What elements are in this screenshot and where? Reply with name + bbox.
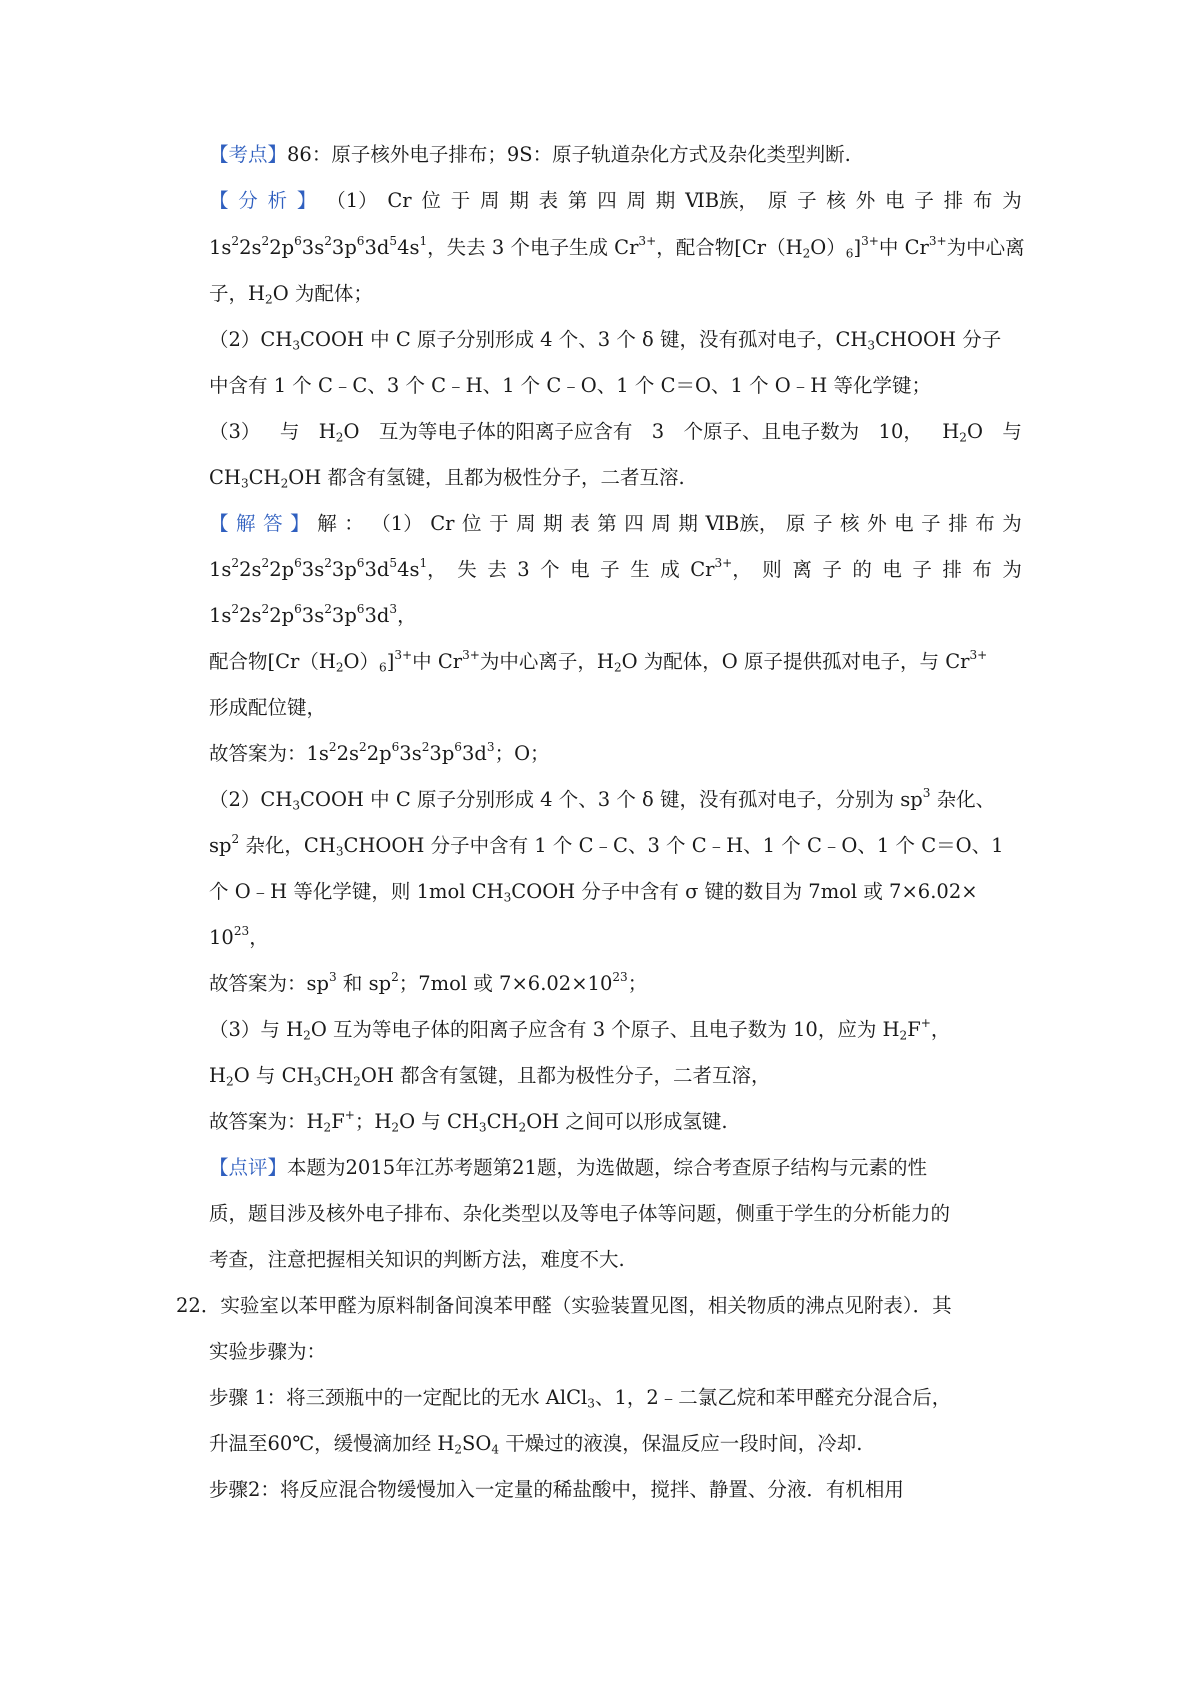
fenxi-line-5: 中含有 1 个 C﹣C、3 个 C﹣H、1 个 C﹣O、1 个 C＝O、1 个 O﹣H 等化学键； [209, 374, 931, 397]
question-22-line-2: 实验步骤为： [209, 1340, 327, 1363]
dianping-line-1: 【点评】本题为2015年江苏考题第21题，为选做题，综合考查原子结构与元素的性 [209, 1156, 927, 1179]
question-22-line-1: 22．实验室以苯甲醛为原料制备间溴苯甲醛（实验装置见图，相关物质的沸点见附表）．其 [176, 1294, 952, 1317]
jieda-line-10: （3）与 $H_2O$ 互为等电子体的阳离子应含有 3 个原子、且电子数为 10，应为 $H_2F^+$， [209, 1015, 951, 1043]
dianping-line-2: 质，题目涉及核外电子排布、杂化类型以及等电子体等问题，侧重于学生的分析能力的 [209, 1202, 951, 1225]
jieda-tag: 【 [209, 512, 229, 535]
fenxi-line-7: $CH_3CH_2OH$ 都含有氢键，且都为极性分子，二者互溶. [209, 466, 685, 491]
kaodian-line [209, 140, 851, 170]
answer-1: 故答案为：$1s^22s^22p^63s^23p^63d^3$；O； [209, 739, 550, 765]
kaodian-text: 86：原子核外电子排布；9S：原子轨道杂化方式及杂化类型判断. [287, 143, 851, 166]
step-2-line-1: 步骤2：将反应混合物缓慢加入一定量的稀盐酸中，搅拌、静置、分液．有机相用 [209, 1478, 904, 1501]
fenxi-line-4: $(2)CH_3COOH$ 中 C 原子分别形成 4 个、3 个 δ 键，没有孤对电子，$CH_3CHOOH$ 分子 [209, 328, 1002, 353]
jieda-line-5: 形成配位键， [209, 696, 327, 719]
jieda-line-6: $(2)CH_3COOH$ 中 C 原子分别形成 4 个、3 个 δ 键，没有孤对电子，分别为 $sp^3$ 杂化、 [209, 785, 996, 813]
kaodian-tag: 【考点】 [209, 143, 288, 166]
fenxi-line-3: 子，$H_2O$ 为配体； [209, 282, 373, 307]
jieda-line-7: $sp^2$ 杂化，$CH_3CHOOH$ 分子中含有 1 个 C﹣C、3 个 C﹣H、1 个 C﹣O、1 个 C＝O、1 [209, 831, 1004, 859]
dianping-tag: 【点评】 [209, 1156, 288, 1179]
jieda-line-3: $1s^22s^22p^63s^23p^63d^3$， [209, 601, 417, 627]
jieda-line-8: 个 O﹣H 等化学键，则 1mol $CH_3COOH$ 分子中含有 σ 键的数目为 7mol 或 7×6.02× [209, 880, 978, 905]
step-1-line-1: 步骤 1：将三颈瓶中的一定配比的无水 AlCl$_3$、1，2﹣二氯乙烷和苯甲醛充分混合后， [209, 1386, 952, 1411]
fenxi-tag: 【 [209, 189, 229, 212]
answer-3: 故答案为：$H_2F^+$；$H_2O$ 与 $CH_3CH_2OH$ 之间可以形成氢键. [209, 1107, 728, 1135]
fenxi-line-2: $1s^22s^22p^63s^23p^63d^54s^1$，失去 3 个电子生成 $Cr^{3+}$，配合物$[Cr(H_2O)_6]^{3+}$中 $Cr^{3+}$为中心离 [209, 233, 1025, 261]
answer-2: 故答案为：$sp^3$ 和 $sp^2$；7mol 或 $7\times 6.02\times 10^{23}$； [209, 969, 648, 995]
fenxi-line-1: 【 分 析 】 （1） Cr 位 于 周 期 表 第 四 周 期 ⅥB族， 原 子 核 外 电 子 排 布 为 [209, 186, 1022, 216]
jieda-line-4: 配合物$[Cr(H_2O)_6]^{3+}$中 $Cr^{3+}$为中心离子，$H_2O$ 为配体，O 原子提供孤对电子，与 $Cr^{3+}$ [209, 647, 988, 675]
jieda-line-11: $H_2O$ 与 $CH_3CH_2OH$ 都含有氢键，且都为极性分子，二者互溶， [209, 1064, 771, 1089]
jieda-line-2: $1s^22s^22p^63s^23p^63d^54s^1$， 失 去 3 个 电 子 生 成 $Cr^{3+}$， 则 离 子 的 电 子 排 布 为 [209, 555, 1022, 581]
dianping-line-3: 考查，注意把握相关知识的判断方法，难度不大. [209, 1248, 625, 1271]
jieda-line-1: 【 解 答 】 解 ： （1） Cr 位 于 周 期 表 第 四 周 期 ⅥB族， 原 子 核 外 电 子 排 布 为 [209, 509, 1022, 539]
jieda-line-9: $10^{23}$， [209, 923, 269, 949]
fenxi-line-6: （3） 与 $H_2O$ 互为等电子体的阳离子应含有 3 个原子、且电子数为 10， $H_2O$ 与 [209, 420, 1022, 445]
step-1-line-2: 升温至60℃，缓慢滴加经 $H_2SO_4$ 干燥过的液溴，保温反应一段时间，冷却. [209, 1432, 863, 1457]
